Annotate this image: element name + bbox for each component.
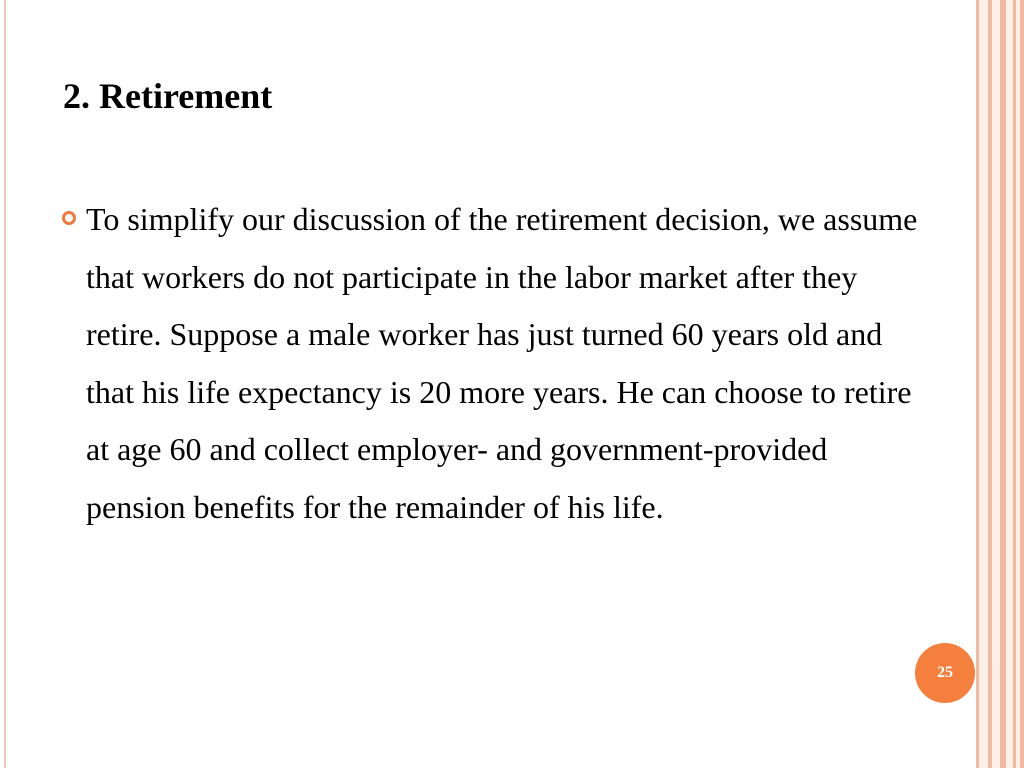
left-border-line — [4, 0, 6, 768]
decorative-stripe — [988, 0, 992, 768]
slide-title: 2. Retirement — [63, 76, 273, 116]
decorative-stripe — [1020, 0, 1024, 768]
bullet-paragraph: To simplify our discussion of the retirement decision, we assume that workers do not participate in the labor market after they retire. Suppose a male worker has just turned 60 years old and that his life expectancy is 20 more years. He can choose to retire at age 60 and collect employer- and government-provided pension benefits for the remainder of his life. — [86, 201, 918, 525]
page-number-badge: 25 — [915, 643, 975, 703]
decorative-stripe — [1013, 0, 1016, 768]
decorative-stripe — [1000, 0, 1006, 768]
ring-bullet-icon — [62, 211, 76, 225]
decorative-stripe — [976, 0, 979, 768]
